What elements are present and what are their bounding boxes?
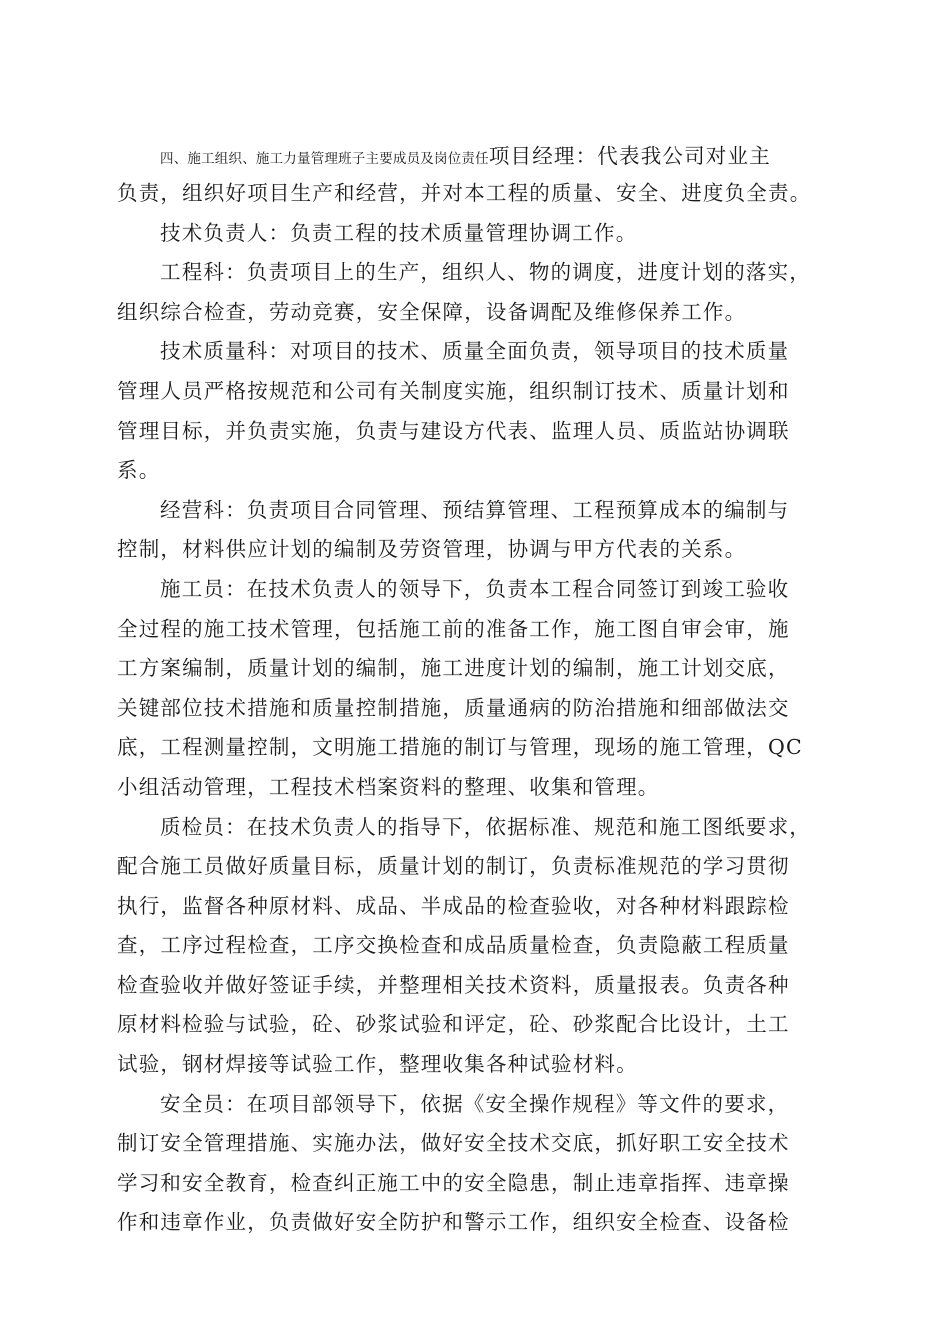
body-line: 试验，钢材焊接等试验工作，整理收集各种试验材料。 bbox=[117, 1052, 638, 1077]
body-line: 关键部位技术措施和质量控制措施，质量通病的防治措施和细部做法交 bbox=[117, 695, 790, 720]
body-line: 施工员：在技术负责人的领导下，负责本工程合同签订到竣工验收 bbox=[160, 576, 790, 601]
body-line: 工方案编制，质量计划的编制，施工进度计划的编制，施工计划交底， bbox=[117, 656, 790, 681]
document-body bbox=[117, 138, 837, 1243]
body-line: 质检员：在技术负责人的指导下，依据标准、规范和施工图纸要求， bbox=[160, 814, 811, 839]
section-title: 四、施工组织、施工力量管理班子主要成员及岗位责任 bbox=[160, 151, 489, 167]
body-line: 查，工序过程检查，工序交换检查和成品质量检查，负责隐蔽工程质量 bbox=[117, 933, 790, 958]
body-line: 原材料检验与试验，砼、砂浆试验和评定，砼、砂浆配合比设计，土工 bbox=[117, 1012, 790, 1037]
body-line: 技术负责人：负责工程的技术质量管理协调工作。 bbox=[160, 220, 638, 245]
body-line: 经营科：负责项目合同管理、预结算管理、工程预算成本的编制与 bbox=[160, 497, 790, 522]
body-line: 全过程的施工技术管理，包括施工前的准备工作，施工图自审会审，施 bbox=[117, 616, 790, 641]
body-line: 作和违章作业，负责做好安全防护和警示工作，组织安全检查、设备检 bbox=[117, 1210, 790, 1235]
body-line: 底，工程测量控制，文明施工措施的制订与管理，现场的施工管理，QC bbox=[117, 735, 803, 760]
body-line: 制订安全管理措施、实施办法，做好安全技术交底，抓好职工安全技术 bbox=[117, 1131, 790, 1156]
body-line: 管理人员严格按规范和公司有关制度实施，组织制订技术、质量计划和 bbox=[117, 378, 790, 403]
body-line: 安全员：在项目部领导下，依据《安全操作规程》等文件的要求， bbox=[160, 1091, 790, 1116]
body-line: 技术质量科：对项目的技术、质量全面负责，领导项目的技术质量 bbox=[160, 339, 790, 364]
body-line: 配合施工员做好质量目标，质量计划的制订，负责标准规范的学习贯彻 bbox=[117, 854, 790, 879]
heading-line bbox=[117, 138, 837, 174]
body-line: 小组活动管理，工程技术档案资料的整理、收集和管理。 bbox=[117, 774, 660, 799]
body-line: 执行，监督各种原材料、成品、半成品的检查验收，对各种材料跟踪检 bbox=[117, 893, 790, 918]
body-line: 控制，材料供应计划的编制及劳资管理，协调与甲方代表的关系。 bbox=[117, 537, 747, 562]
body-line: 组织综合检查，劳动竞赛，安全保障，设备调配及维修保养工作。 bbox=[117, 299, 747, 324]
body-line: 负责，组织好项目生产和经营，并对本工程的质量、安全、进度负全责。 bbox=[117, 181, 812, 205]
body-line: 管理目标，并负责实施，负责与建设方代表、监理人员、质监站协调联 bbox=[117, 418, 790, 443]
body-line: 学习和安全教育，检查纠正施工中的安全隐患，制止违章指挥、违章操 bbox=[117, 1170, 790, 1195]
body-line: 系。 bbox=[117, 458, 161, 483]
body-line: 检查验收并做好签证手续，并整理相关技术资料，质量报表。负责各种 bbox=[117, 972, 790, 997]
project-manager-label: 项目经理：代表我公司对业主 bbox=[488, 144, 771, 168]
body-line: 工程科：负责项目上的生产，组织人、物的调度，进度计划的落实， bbox=[160, 260, 811, 285]
